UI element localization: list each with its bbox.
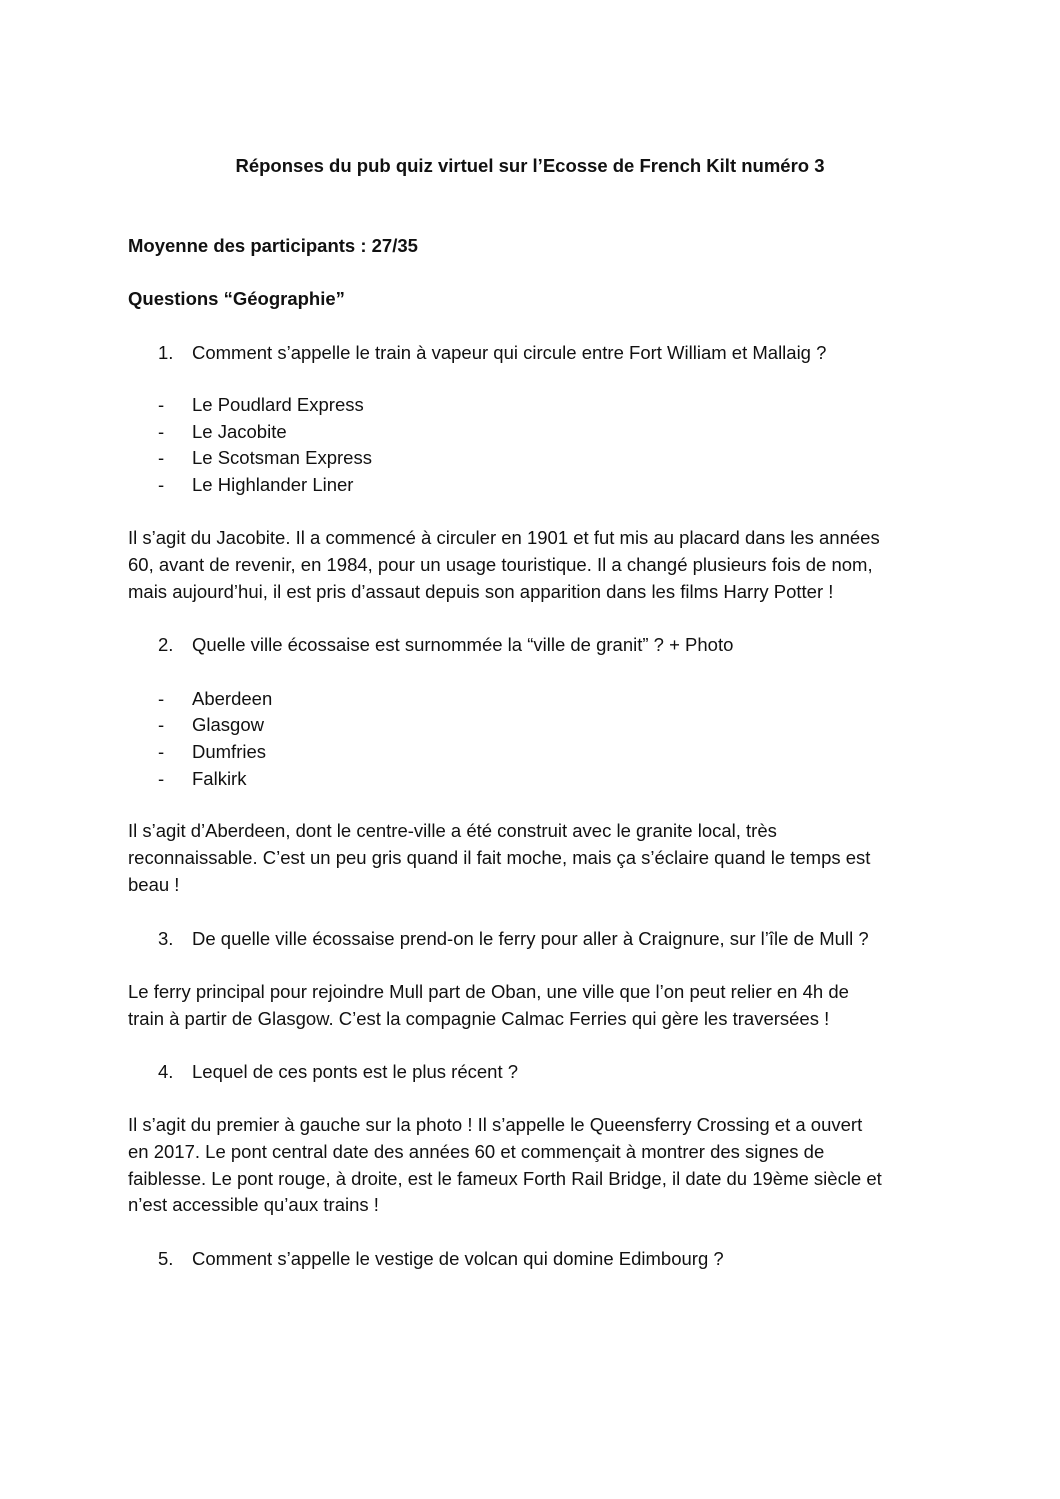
bullet-dash: - (158, 768, 165, 789)
question-number: 2. (158, 634, 174, 655)
answer-option: Glasgow (192, 714, 264, 735)
bullet-dash: - (158, 474, 165, 495)
question-number: 5. (158, 1248, 174, 1269)
document-title: Réponses du pub quiz virtuel sur l’Ecosse de French Kilt numéro 3 (235, 155, 825, 176)
answer-option: Le Jacobite (192, 421, 287, 442)
bullet-dash: - (158, 741, 165, 762)
question-text: Lequel de ces ponts est le plus récent ? (192, 1061, 519, 1082)
question-text: Comment s’appelle le vestige de volcan qui domine Edimbourg ? (192, 1248, 724, 1269)
answer-option: Le Poudlard Express (192, 394, 364, 415)
question-number: 1. (158, 342, 174, 363)
answer-option: Falkirk (192, 768, 247, 789)
bullet-dash: - (158, 447, 165, 468)
answer-option: Aberdeen (192, 688, 273, 709)
answer-paragraph-line: Il s’agit d’Aberdeen, dont le centre-ville a été construit avec le granite local, très (128, 820, 777, 841)
question-number: 4. (158, 1061, 174, 1082)
answer-paragraph-line: faiblesse. Le pont rouge, à droite, est le fameux Forth Rail Bridge, il date du 19ème siècle et (128, 1168, 882, 1189)
answer-paragraph-line: beau ! (128, 874, 180, 895)
answer-option: Dumfries (192, 741, 267, 762)
question-text: De quelle ville écossaise prend-on le ferry pour aller à Craignure, sur l’île de Mull ? (192, 928, 869, 949)
question-number: 3. (158, 928, 174, 949)
answer-paragraph-line: reconnaissable. C’est un peu gris quand il fait moche, mais ça s’éclaire quand le temps est (128, 847, 871, 868)
answer-paragraph-line: Le ferry principal pour rejoindre Mull part de Oban, une ville que l’on peut relier en 4h de (128, 981, 849, 1002)
question-text: Comment s’appelle le train à vapeur qui circule entre Fort William et Mallaig ? (192, 342, 827, 363)
section-title: Questions “Géographie” (128, 288, 345, 309)
answer-paragraph-line: 60, avant de revenir, en 1984, pour un usage touristique. Il a changé plusieurs fois de nom, (128, 554, 873, 575)
answer-paragraph-line: train à partir de Glasgow. C’est la compagnie Calmac Ferries qui gère les traversées ! (128, 1008, 830, 1029)
answer-paragraph-line: Il s’agit du premier à gauche sur la photo ! Il s’appelle le Queensferry Crossing et a ouvert (128, 1114, 863, 1135)
answer-option: Le Scotsman Express (192, 447, 372, 468)
answer-paragraph-line: mais aujourd’hui, il est pris d’assaut depuis son apparition dans les films Harry Potter ! (128, 581, 834, 602)
answer-option: Le Highlander Liner (192, 474, 354, 495)
average-score: Moyenne des participants : 27/35 (128, 235, 418, 256)
bullet-dash: - (158, 714, 165, 735)
answer-paragraph-line: en 2017. Le pont central date des années 60 et commençait à montrer des signes de (128, 1141, 825, 1162)
bullet-dash: - (158, 688, 165, 709)
answer-paragraph-line: Il s’agit du Jacobite. Il a commencé à circuler en 1901 et fut mis au placard dans les années (128, 527, 880, 548)
answer-paragraph-line: n’est accessible qu’aux trains ! (128, 1194, 379, 1215)
question-text: Quelle ville écossaise est surnommée la “ville de granit” ? + Photo (192, 634, 734, 655)
bullet-dash: - (158, 421, 165, 442)
bullet-dash: - (158, 394, 165, 415)
